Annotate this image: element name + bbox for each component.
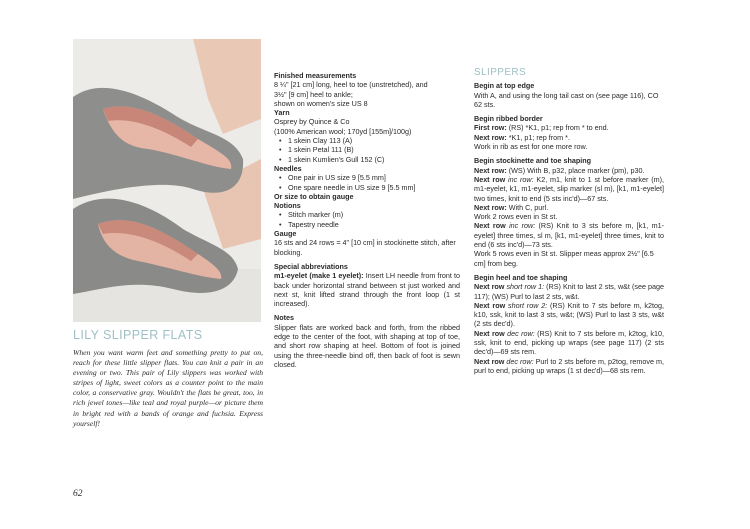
list-item: • Tapestry needle — [288, 220, 460, 229]
abbr-text: Insert LH needle from front to back under horizontal strand between st just worked and next st, knit lifted strand through the front loop (1 st increased). — [274, 271, 461, 309]
step-text — [474, 203, 664, 212]
step-heading: Begin heel and toe shaping — [474, 272, 568, 282]
step-text — [474, 166, 664, 175]
finished-line-1: 8 ¼" [21 cm] long, heel to toe (unstretched), and — [274, 80, 428, 90]
step-text — [474, 175, 664, 203]
step-text: Work 5 rows even in St st. Slipper meas approx 2½" [6.5 cm] from beg. — [474, 249, 654, 268]
notions-heading: Notions — [274, 201, 301, 211]
list-item: • 1 skein Kumlien's Gull 152 (C) — [288, 155, 460, 164]
needles-heading: Needles — [274, 163, 302, 173]
step-heading: Begin stockinette and toe shaping — [474, 156, 592, 166]
step-text: Work 2 rows even in St st. — [474, 212, 558, 222]
abbr-heading: Special abbreviations — [274, 261, 348, 271]
row-label: Next row: — [474, 165, 507, 175]
row-sublabel: short row 2: — [505, 300, 548, 310]
list-item: • Stitch marker (m) — [288, 210, 460, 219]
row-label: Next row — [474, 174, 506, 184]
yarn-heading: Yarn — [274, 108, 290, 118]
row-text: With C, purl. — [506, 202, 549, 212]
step-text: With A, and using the long tail cast on (see page 116), CO 62 sts. — [474, 90, 659, 109]
list-item: • 1 skein Clay 113 (A) — [288, 136, 460, 145]
abbr-term: m1-eyelet (make 1 eyelet): — [274, 271, 364, 281]
page-number: 62 — [73, 489, 83, 499]
finished-line-3: shown on women's size US 8 — [274, 98, 368, 108]
notions-list — [274, 210, 460, 229]
finished-heading: Finished measurements — [274, 71, 357, 80]
row-sublabel: inc row: — [505, 174, 534, 184]
step-text — [474, 301, 664, 329]
step-heading: Begin ribbed border — [474, 114, 543, 124]
row-text: *K1, p1; rep from *. — [506, 132, 570, 142]
list-item: • One pair in US size 9 [5.5 mm] — [288, 173, 460, 182]
row-label: First row: — [474, 123, 507, 133]
row-label: Next row — [474, 356, 505, 366]
step-text — [474, 221, 664, 249]
row-text: Purl to 2 sts before m, p2tog, remove m, purl to end, picking up wraps (1 st dec'd)—68 sts rem. — [474, 356, 664, 375]
row-sublabel: short row 1: — [504, 282, 545, 292]
yarn-desc: (100% American wool; 170yd [155m]/100g) — [274, 126, 412, 136]
section-title: SLIPPERS — [474, 67, 527, 78]
abbr-paragraph — [274, 271, 460, 308]
slipper-photo — [73, 39, 261, 322]
row-label: Next row — [474, 328, 505, 338]
row-text: (RS) *K1, p1; rep from * to end. — [506, 123, 609, 133]
finished-line-2: 3½" [9 cm] heel to ankle; — [274, 89, 353, 99]
step-text: Work in rib as est for one more row. — [474, 142, 588, 152]
row-label: Next row — [474, 300, 506, 310]
row-text: (RS) Knit to 3 sts before m, [k1, m1-eyelet] three times, sl m, [k1, m1-eyelet] three times, knit to end (6 sts inc'd)—73 sts. — [474, 221, 664, 250]
row-label: Next row — [474, 221, 506, 231]
step-text — [474, 329, 664, 357]
materials-column — [274, 71, 460, 369]
row-text: (RS) Knit to 7 sts before m, k2tog, k10, ssk, knit to last 3 sts, w&t; (WS) Purl to last 3 sts, w&t (2 sts dec'd). — [474, 300, 665, 329]
yarn-name: Osprey by Quince & Co — [274, 117, 350, 127]
row-sublabel: dec row: — [504, 328, 535, 338]
row-sublabel: inc row: — [505, 221, 536, 231]
gauge-text: 16 sts and 24 rows = 4" [10 cm] in stockinette stitch, after blocking. — [274, 238, 456, 257]
row-text: (WS) With B, p32, place marker (pm), p30. — [506, 165, 645, 175]
gauge-heading: Gauge — [274, 229, 297, 239]
row-text: (RS) Knit to 7 sts before m, k2tog, k10, ssk, knit to end, picking up wraps (see page 117) (2 sts dec'd)—69 sts rem. — [474, 328, 664, 357]
step-text — [474, 357, 664, 376]
row-label: Next row: — [474, 132, 507, 142]
pattern-title: LILY SLIPPER FLATS — [73, 328, 203, 342]
step-text — [474, 282, 664, 301]
notes-heading: Notes — [274, 313, 294, 323]
list-item: • 1 skein Petal 111 (B) — [288, 145, 460, 154]
gauge-note: Or size to obtain gauge — [274, 191, 354, 201]
row-sublabel: dec row: — [504, 356, 534, 366]
notes-text: Slipper flats are worked back and forth, from the ribbed edge to the center of the foot, with shaping at top of toe, and short row shaping at heel. Bottom of foot is joined using the three-needle bind off, then back of foot is sewn closed. — [274, 322, 460, 369]
step-heading: Begin at top edge — [474, 81, 535, 91]
row-label: Next row — [474, 282, 505, 292]
step-text — [474, 123, 664, 132]
instructions-column — [474, 68, 664, 375]
intro-paragraph: When you want warm feet and something pretty to put on, reach for these little slipper flats. You can knit a pair in an evening or two. This pair of Lily slippers was worked with stripes of light, sweet colors as a counter point to the main color, a conservative gray. Wouldn't the flats be great, too, in rich jewel tones—like teal and royal purple—or picture them in bright red with a bands of orange and fuchsia. Express yourself! — [73, 348, 263, 428]
list-item: • One spare needle in US size 9 [5.5 mm] — [288, 183, 460, 192]
needles-list — [274, 173, 460, 192]
row-label: Next row: — [474, 202, 507, 212]
row-text: K2, m1, knit to 1 st before marker (m), m1-eyelet, k1, m1-eyelet, slip marker (sl m), [k1, m1-eyelet] two times, knit to end (5 sts inc'd)—67 sts. — [474, 174, 664, 203]
step-text — [474, 133, 664, 142]
yarn-list — [274, 136, 460, 164]
slipper-photo-image — [73, 39, 261, 322]
row-text: (RS) Knit to last 2 sts, w&t (see page 117); (WS) Purl to last 2 sts, w&t. — [474, 282, 664, 301]
